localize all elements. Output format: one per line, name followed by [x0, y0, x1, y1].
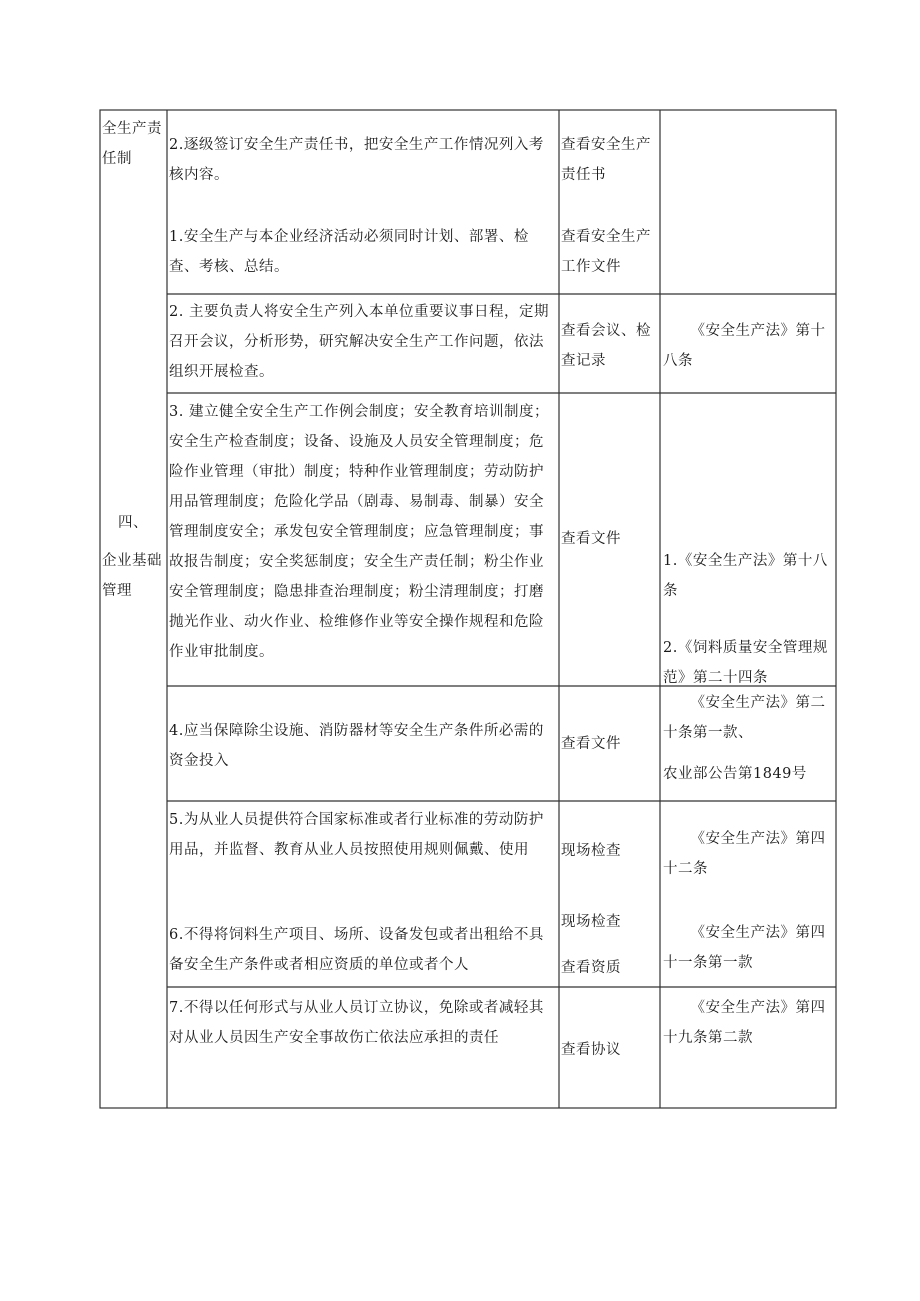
row-7-basis: 《安全生产法》第四十一条第一款 — [663, 925, 826, 971]
section-title: 企业基础管理 — [102, 553, 162, 599]
row-7-method-1: 现场检查 — [561, 914, 621, 930]
row-6-method: 现场检查 — [561, 843, 621, 859]
row-5-basis-2: 农业部公告第1849号 — [663, 766, 807, 782]
row-8-content: 7.不得以任何形式与从业人员订立协议，免除或者减轻其对从业人员因生产安全事故伤亡依法应承担的责任 — [169, 1000, 544, 1046]
row-2-method: 查看安全生产工作文件 — [561, 229, 651, 275]
row-5-content: 4.应当保障除尘设施、消防器材等安全生产条件所必需的资金投入 — [169, 723, 544, 769]
row-1-content: 2.逐级签订安全生产责任书，把安全生产工作情况列入考核内容。 — [169, 137, 544, 183]
row-2-content: 1.安全生产与本企业经济活动必须同时计划、部署、检查、考核、总结。 — [169, 229, 529, 275]
row-1-method: 查看安全生产责任书 — [561, 137, 651, 183]
row-4-method: 查看文件 — [561, 531, 621, 547]
row-6-content: 5.为从业人员提供符合国家标准或者行业标准的劳动防护用品，并监督、教育从业人员按照使用规则佩戴、使用 — [169, 812, 544, 858]
row-4-content: 3. 建立健全安全生产工作例会制度；安全教育培训制度；安全生产检查制度；设备、设施及人员安全管理制度；危险作业管理（审批）制度；特种作业管理制度；劳动防护用品管理制度；危险化学品（剧毒、易制毒、制暴）安全管理制度安全；承发包安全管理制度；应急管理制度；事故报告制度；安全奖惩制度；安全生产责任制；粉尘作业安全管理制度；隐患排查治理制度；粉尘清理制度；打磨抛光作业、动火作业、检维修作业等安全操作规程和危险作业审批制度。 — [169, 404, 549, 660]
responsibility-system-label: 全生产责任制 — [102, 121, 162, 167]
row-8-basis: 《安全生产法》第四十九条第二款 — [663, 1000, 826, 1046]
row-7-method-2: 查看资质 — [561, 960, 621, 976]
row-4-basis-2: 2.《饲料质量安全管理规范》第二十四条 — [663, 640, 828, 686]
row-3-content: 2. 主要负责人将安全生产列入本单位重要议事日程，定期召开会议，分析形势，研究解决安全生产工作问题，依法组织开展检查。 — [169, 304, 549, 380]
row-7-content: 6.不得将饲料生产项目、场所、设备发包或者出租给不具备安全生产条件或者相应资质的单位或者个人 — [169, 927, 544, 973]
row-4-basis-1: 1.《安全生产法》第十八条 — [663, 553, 828, 599]
row-3-basis: 《安全生产法》第十八条 — [663, 323, 826, 369]
section-number: 四、 — [118, 515, 148, 531]
row-6-basis: 《安全生产法》第四十二条 — [663, 831, 826, 877]
row-3-method: 查看会议、检查记录 — [561, 323, 651, 369]
row-5-method: 查看文件 — [561, 736, 621, 752]
row-5-basis-1: 《安全生产法》第二十条第一款、 — [663, 695, 826, 741]
row-8-method: 查看协议 — [561, 1042, 621, 1058]
